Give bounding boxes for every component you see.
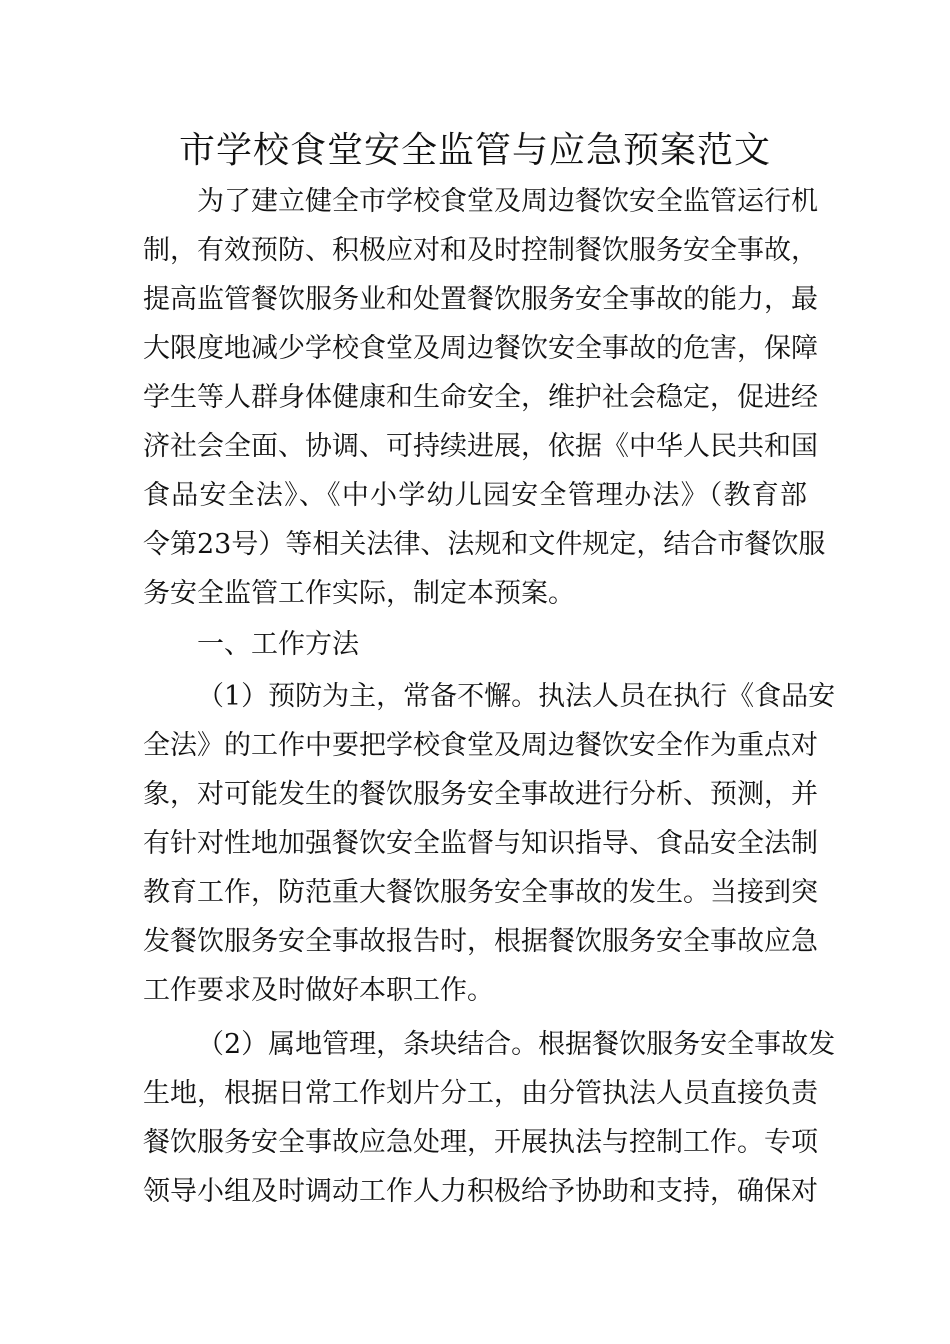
paragraph-line: （2）属地管理，条块结合。根据餐饮服务安全事故发	[197, 1029, 836, 1060]
paragraph-line: 济社会全面、协调、可持续进展，依据《中华人民共和国	[143, 431, 818, 462]
paragraph-line: 领导小组及时调动工作人力积极给予协助和支持，确保对	[143, 1176, 818, 1207]
paragraph-line: 全法》的工作中要把学校食堂及周边餐饮安全作为重点对	[143, 730, 818, 761]
paragraph-line: 有针对性地加强餐饮安全监督与知识指导、食品安全法制	[143, 828, 818, 859]
paragraph-line: 工作要求及时做好本职工作。	[143, 975, 494, 1006]
paragraph-line: 为了建立健全市学校食堂及周边餐饮安全监管运行机	[197, 186, 818, 217]
paragraph-line: 生地，根据日常工作划片分工，由分管执法人员直接负责	[143, 1078, 818, 1109]
paragraph-line: 大限度地减少学校食堂及周边餐饮安全事故的危害，保障	[143, 333, 818, 364]
paragraph-line: 象，对可能发生的餐饮服务安全事故进行分析、预测，并	[143, 779, 818, 810]
section-heading: 一、工作方法	[197, 629, 359, 660]
paragraph-line: 食品安全法》、《中小学幼儿园安全管理办法》（教育部	[143, 480, 807, 511]
paragraph-line: 务安全监管工作实际，制定本预案。	[143, 578, 575, 609]
paragraph-line: 教育工作，防范重大餐饮服务安全事故的发生。当接到突	[143, 877, 818, 908]
paragraph-line: （1）预防为主，常备不懈。执法人员在执行《食品安	[197, 681, 836, 712]
paragraph-line: 制，有效预防、积极应对和及时控制餐饮服务安全事故，	[143, 235, 818, 266]
paragraph-line: 学生等人群身体健康和生命安全，维护社会稳定，促进经	[143, 382, 818, 413]
paragraph-line: 餐饮服务安全事故应急处理，开展执法与控制工作。专项	[143, 1127, 818, 1158]
paragraph-line: 提高监管餐饮服务业和处置餐饮服务安全事故的能力，最	[143, 284, 818, 315]
document-title: 市学校食堂安全监管与应急预案范文	[178, 130, 771, 171]
paragraph-line: 令第23号）等相关法律、法规和文件规定，结合市餐饮服	[143, 529, 826, 560]
paragraph-line: 发餐饮服务安全事故报告时，根据餐饮服务安全事故应急	[143, 926, 818, 957]
